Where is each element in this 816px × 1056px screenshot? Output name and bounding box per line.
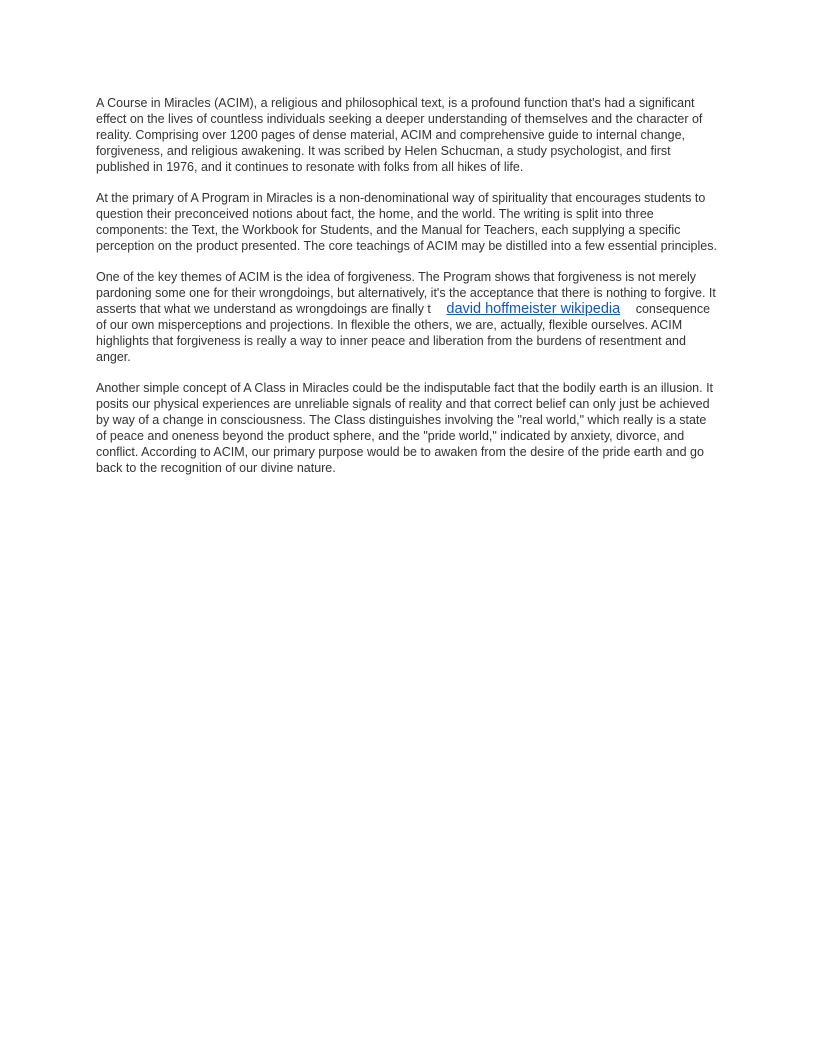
paragraph-2: At the primary of A Program in Miracles is a non-denominational way of spirituality that encourages students to question their preconceived notions about fact, the home, and the world. The writing is split into three components: the Text, the Workbook for Students, and the Manual for Teachers, each supplying a specific perception on the product presented. The core teachings of ACIM may be distilled into a few essential principles. bbox=[96, 191, 717, 253]
paragraph-1: A Course in Miracles (ACIM), a religious and philosophical text, is a profound function that's had a significant effect on the lives of countless individuals seeking a deeper understanding of themselves and the character of reality. Comprising over 1200 pages of dense material, ACIM and comprehensive guide to internal change, forgiveness, and religious awakening. It was scribed by Helen Schucman, a study psychologist, and first published in 1976, and it continues to resonate with folks from all hikes of life. bbox=[96, 96, 703, 174]
paragraph-3-text-before-link: One of the key themes of ACIM is the idea of forgiveness. The Program shows that forgiveness is not merely pardoning some one for their wrongdoings, but alternatively, it's the acceptance that there is nothing to forgive. It asserts that what we understand as wrongdoings are finally t bbox=[96, 270, 716, 316]
paragraph-3 bbox=[96, 269, 720, 365]
document-content bbox=[96, 95, 720, 491]
david-hoffmeister-wikipedia-link[interactable]: david hoffmeister wikipedia bbox=[446, 301, 621, 317]
paragraph-4: Another simple concept of A Class in Miracles could be the indisputable fact that the bodily earth is an illusion. It posits our physical experiences are unreliable signals of reality and that correct belief can only just be achieved by way of a change in consciousness. The Class distinguishes involving the "real world," which really is a state of peace and oneness beyond the product sphere, and the "pride world," indicated by anxiety, divorce, and conflict. According to ACIM, our primary purpose would be to awaken from the desire of the pride earth and go back to the recognition of our divine nature. bbox=[96, 381, 714, 475]
paragraph-3-text-after-link: consequence of our own misperceptions and projections. In flexible the others, we are, actually, flexible ourselves. ACIM highlights that forgiveness is really a way to inner peace and liberation from the burdens of resentment and anger. bbox=[96, 302, 711, 364]
